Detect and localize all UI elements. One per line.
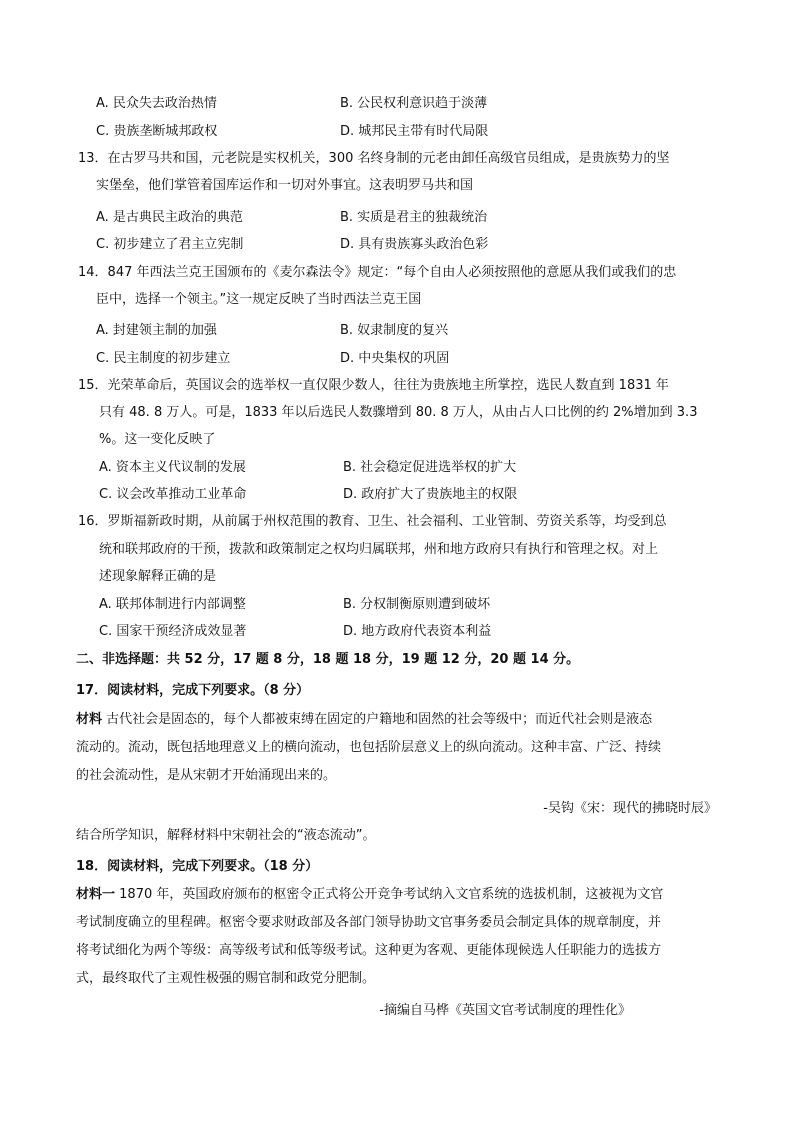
q14-stem-line-1: 14．847 年西法兰克王国颁布的《麦尔森法令》规定：“每个自由人必须按照他的意愿从我们或我们的忠 [78,265,677,280]
q17-material-text-1: 古代社会是固态的，每个人都被束缚在固定的户籍地和固然的社会等级中；而近代社会则是液态 [102,712,653,727]
q13-stem-line-1: 13．在古罗马共和国，元老院是实权机关，300 名终身制的元老由卸任高级官员组成，是贵族势力的坚 [78,151,670,166]
q18-source: -摘编自马桦《英国文官考试制度的理性化》 [379,1003,631,1018]
q17-heading: 17．阅读材料，完成下列要求。（8 分） [76,683,310,698]
q16-option-b: B. 分权制衡原则遭到破坏 [343,597,491,612]
q13-option-a: A. 是古典民主政治的典范 [96,210,243,225]
q14-option-c: C. 民主制度的初步建立 [96,351,231,366]
q13-stem-line-2: 实堡垒，他们掌管着国库运作和一切对外事宜。这表明罗马共和国 [96,178,474,193]
q12-option-a: A. 民众失去政治热情 [96,96,217,111]
q15-stem-line-2: 只有 48. 8 万人。可是，1833 年以后选民人数骤增到 80. 8 万人，从由占人口比例的约 2%增加到 3.3 [99,405,698,420]
q13-option-c: C. 初步建立了君主立宪制 [96,237,244,252]
q17-material-line-2: 流动的。流动，既包括地理意义上的横向流动，也包括阶层意义上的纵向流动。这种丰富、广泛、持续 [76,740,662,755]
q14-option-a: A. 封建领主制的加强 [96,323,217,338]
q15-stem-line-1: 15．光荣革命后，英国议会的选举权一直仅限少数人，往往为贵族地主所掌控，选民人数直到 1831 年 [78,378,669,393]
q18-material-text-1: 1870 年，英国政府颁布的枢密令正式将公开竞争考试纳入文官系统的选拔机制，这被视为文官 [115,887,664,902]
q16-stem-line-2: 统和联邦政府的干预，拨款和政策制定之权均归属联邦，州和地方政府只有执行和管理之权。对上 [99,542,659,557]
q14-option-b: B. 奴隶制度的复兴 [340,323,449,338]
q16-stem-line-1: 16．罗斯福新政时期，从前属于州权范围的教育、卫生、社会福利、工业管制、劳资关系等，均受到总 [78,514,667,529]
q13-option-d: D. 具有贵族寡头政治色彩 [340,237,489,252]
q17-material-label: 材料 [76,712,103,727]
q17-question: 结合所学知识，解释材料中宋朝社会的“液态流动”。 [76,828,376,843]
q18-material-line-2: 考试制度确立的里程碑。枢密令要求财政部及各部门领导协助文官事务委员会制定具体的规章制度，并 [76,915,662,930]
q17-material-line-1 [76,711,652,729]
q18-material-label: 材料一 [76,887,116,902]
q17-material-line-3: 的社会流动性，是从宋朝才开始涌现出来的。 [76,768,337,783]
q16-stem-line-3: 述现象解释正确的是 [99,569,217,584]
q18-material-line-1 [76,886,663,904]
q14-stem-line-2: 臣中，选择一个领主。”这一规定反映了当时西法兰克王国 [96,292,422,307]
q12-option-c: C. 贵族垄断城邦政权 [96,124,218,139]
q18-heading: 18．阅读材料，完成下列要求。（18 分） [76,859,319,874]
q16-option-d: D. 地方政府代表资本利益 [343,624,492,639]
q18-material-line-3: 将考试细化为两个等级：高等级考试和低等级考试。这种更为客观、更能体现候选人任职能力的选拔方 [76,943,662,958]
q12-option-b: B. 公民权利意识趋于淡薄 [340,96,488,111]
q15-stem-line-3: %。这一变化反映了 [99,432,216,447]
q15-option-c: C. 议会改革推动工业革命 [99,487,247,502]
q18-material-line-4: 式，最终取代了主观性极强的赐官制和政党分肥制。 [76,971,376,986]
q17-source: -吴钩《宋：现代的拂晓时辰》 [543,801,717,816]
q15-option-b: B. 社会稳定促进选举权的扩大 [343,460,517,475]
q14-option-d: D. 中央集权的巩固 [340,351,450,366]
q13-option-b: B. 实质是君主的独裁统治 [340,210,488,225]
q15-option-d: D. 政府扩大了贵族地主的权限 [343,487,518,502]
q12-option-d: D. 城邦民主带有时代局限 [340,124,489,139]
q16-option-a: A. 联邦体制进行内部调整 [99,597,246,612]
q15-option-a: A. 资本主义代议制的发展 [99,460,246,475]
section-heading: 二、非选择题：共 52 分，17 题 8 分，18 题 18 分，19 题 12 分，20 题 14 分。 [76,652,580,667]
q16-option-c: C. 国家干预经济成效显著 [99,624,247,639]
